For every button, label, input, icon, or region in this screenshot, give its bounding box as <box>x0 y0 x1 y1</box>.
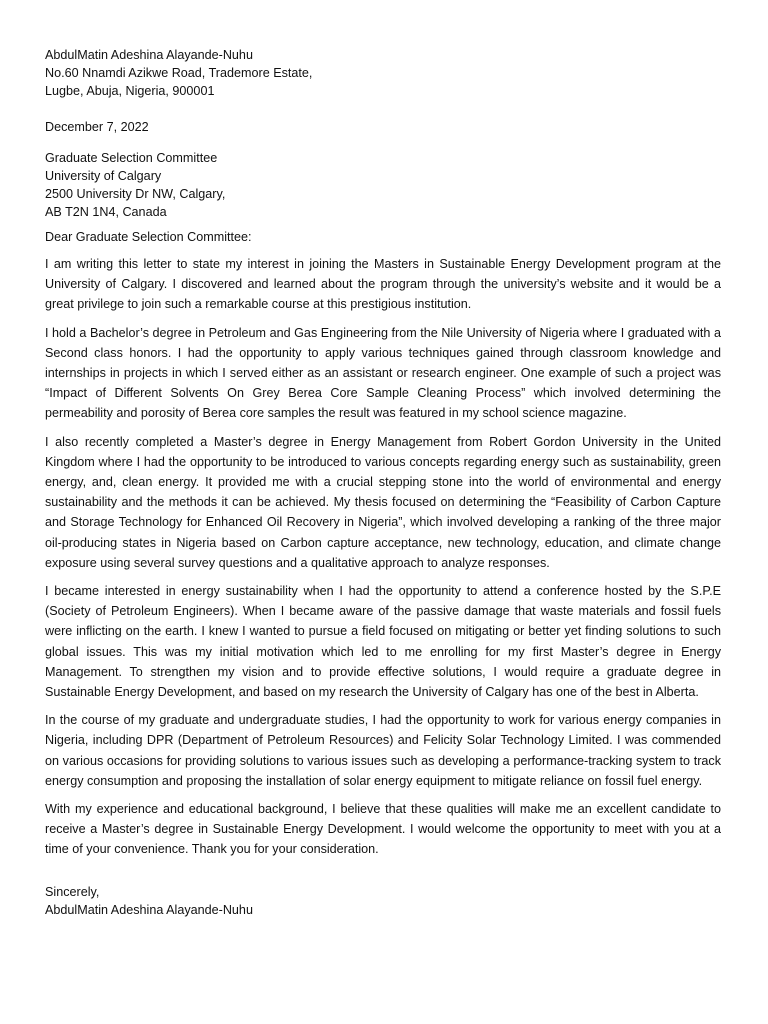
letter-page <box>45 46 721 919</box>
closing-block <box>45 883 721 919</box>
letter-body <box>45 254 721 860</box>
recipient-line-1: Graduate Selection Committee <box>45 151 218 165</box>
body-paragraph-1: I am writing this letter to state my interest in joining the Masters in Sustainable Energy Development program at the University of Calgary. I discovered and learned about the program through the university’s website and it would be a great privilege to join such a remarkable course at this prestigious institution. <box>45 257 721 312</box>
recipient-line-2: University of Calgary <box>45 169 162 183</box>
body-paragraph-6: With my experience and educational background, I believe that these qualities will make me an excellent candidate to receive a Master’s degree in Sustainable Energy Development. I would welcome the opportunity to meet with you at a time of your convenience. Thank you for your consideration. <box>45 802 721 857</box>
letter-date: December 7, 2022 <box>45 120 149 134</box>
sender-address-block <box>45 46 721 100</box>
recipient-line-4: AB T2N 1N4, Canada <box>45 205 167 219</box>
sender-address-line-2: Lugbe, Abuja, Nigeria, 900001 <box>45 84 215 98</box>
signature-name: AbdulMatin Adeshina Alayande-Nuhu <box>45 902 253 917</box>
valediction: Sincerely, <box>45 884 100 899</box>
recipient-line-3: 2500 University Dr NW, Calgary, <box>45 187 226 201</box>
body-paragraph-5: In the course of my graduate and undergraduate studies, I had the opportunity to work for various energy companies in Nigeria, including DPR (Department of Petroleum Resources) and Felicity Solar Technology Limited. I was commended on various occasions for providing solutions to various issues such as developing a performance-tracking system to track energy consumption and proposing the installation of solar energy equipment to mitigate reliance on fossil fuel energy. <box>45 713 721 788</box>
recipient-address-block <box>45 149 721 221</box>
body-paragraph-4: I became interested in energy sustainability when I had the opportunity to attend a conference hosted by the S.P.E (Society of Petroleum Engineers). When I became aware of the passive damage that waste materials and fossil fuels were inflicting on the earth. I knew I wanted to pursue a field focused on mitigating or better yet finding solutions to such global issues. This was my initial motivation which led to me enrolling for my first Master’s degree in Energy Management. To strengthen my vision and to provide effective solutions, I would require a graduate degree in Sustainable Energy Development, and based on my research the University of Calgary has one of the best in Alberta. <box>45 584 721 700</box>
body-paragraph-3: I also recently completed a Master’s degree in Energy Management from Robert Gordon University in the United Kingdom where I had the opportunity to be introduced to various concepts regarding energy such as sustainability, green energy, and, clean energy. It provided me with a crucial stepping stone into the world of environmental and energy sustainability and the methods it can be achieved. My thesis focused on determining the “Feasibility of Carbon Capture and Storage Technology for Enhanced Oil Recovery in Nigeria”, which involved developing a ranking of the three major oil-producing states in Nigeria based on Carbon capture acceptance, new technology, education, and climate change exposure using several survey questions and a qualitative approach to analyze responses. <box>45 434 721 570</box>
sender-name: AbdulMatin Adeshina Alayande-Nuhu <box>45 48 253 62</box>
sender-address-line-1: No.60 Nnamdi Azikwe Road, Trademore Estate, <box>45 66 313 80</box>
body-paragraph-2: I hold a Bachelor’s degree in Petroleum and Gas Engineering from the Nile University of Nigeria where I graduated with a Second class honors. I had the opportunity to apply various techniques gained through classroom knowledge and internships in projects in which I served either as an assistant or research engineer. One example of such a project was “Impact of Different Solvents On Grey Berea Core Sample Cleaning Process” which involved determining the permeability and porosity of Berea core samples the result was featured in my school science magazine. <box>45 325 721 421</box>
salutation: Dear Graduate Selection Committee: <box>45 230 252 244</box>
